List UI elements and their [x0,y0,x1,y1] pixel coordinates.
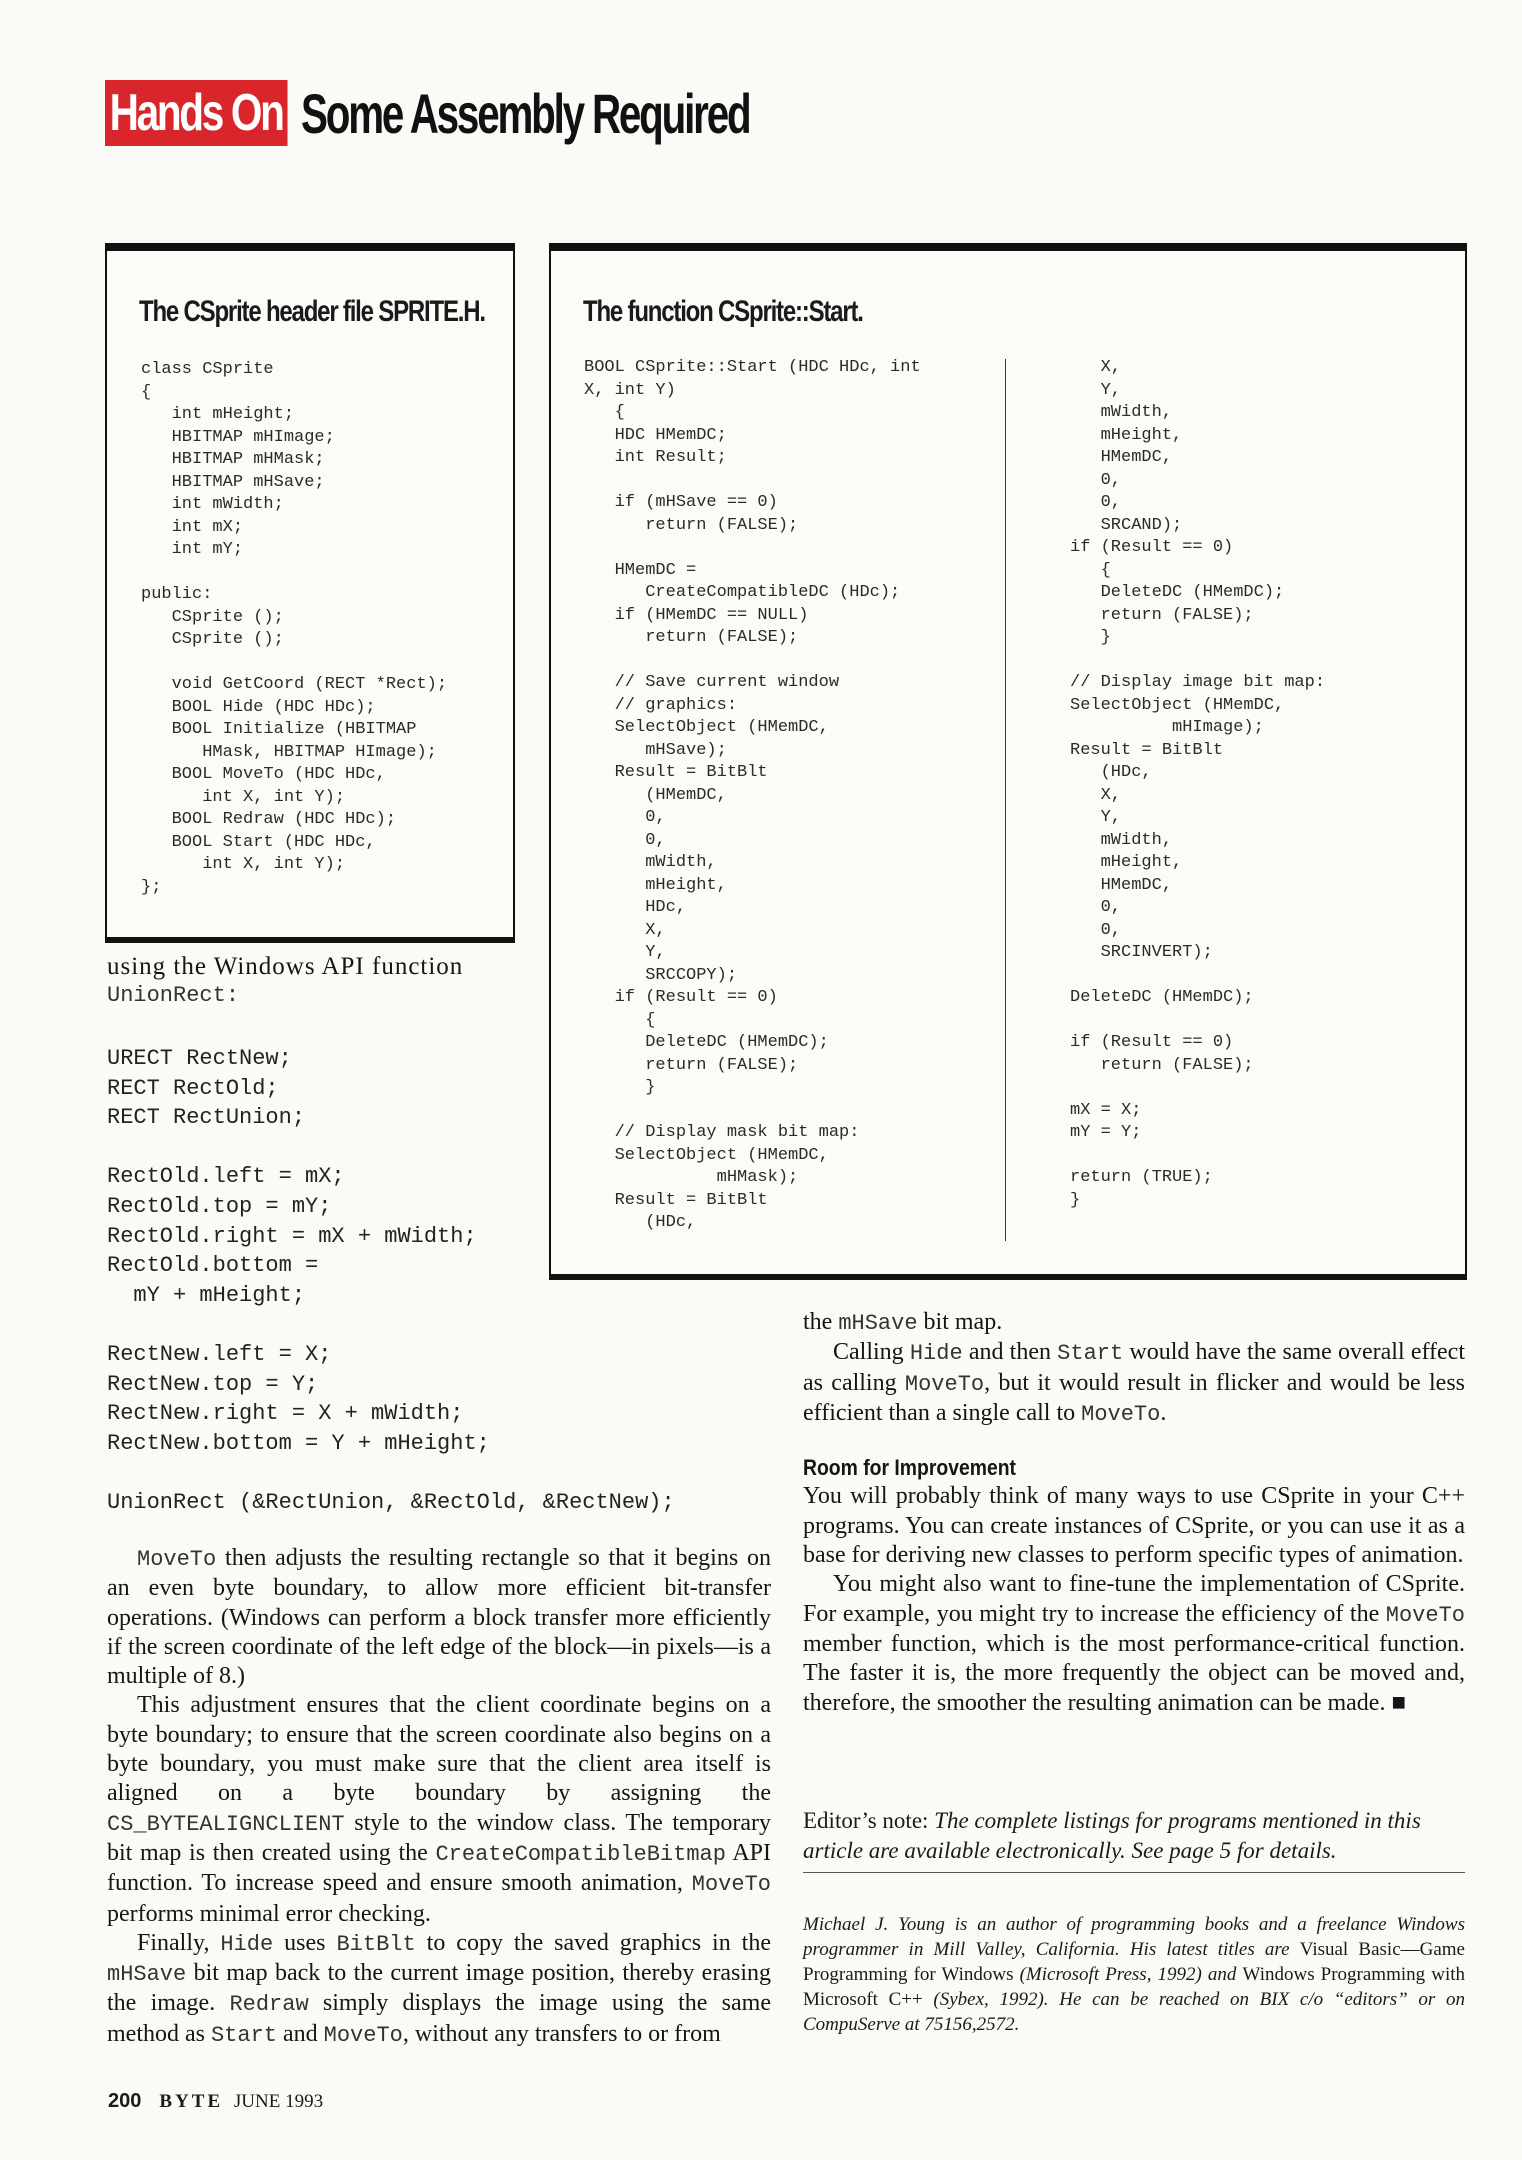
page-title: Some Assembly Required [300,81,750,145]
paragraph: You might also want to fine-tune the implementation of CSprite. For example, you might try to increase the efficiency of the MoveTo member function, which is the most performance-critical function. The faster it is, the more frequently the object can be moved and, therefore, the smoother the resulting animation can be made. ■ [803,1571,1465,1716]
column-2-text [803,1308,1465,1718]
sidebar-listing-start [549,243,1467,1280]
unionrect-code: URECT RectNew; RECT RectOld; RECT RectUnion; RectOld.left = mX; RectOld.top = mY; RectOld.right = mX + mWidth; RectOld.bottom = mY + mHeight; RectNew.left = X; RectNew.top = Y; RectNew.right = X + mWidth; RectNew.bottom = Y + mHeight; UnionRect (&RectUnion, &RectOld, &RectNew); [107,1046,675,1515]
page-footer [108,2090,323,2113]
paragraph: You will probably think of many ways to use CSprite in your C++ programs. You can create instances of CSprite, or you can use it as a base for deriving new classes to perform specific types of animation. [803,1483,1465,1569]
listing-code-left: BOOL CSprite::Start (HDC HDc, int X, int Y) { HDC HMemDC; int Result; if (mHSave == 0) return (FALSE); HMemDC = CreateCompatibleDC (HDc); if (HMemDC == NULL) return (FALSE); // Save current window // graphics: SelectObject (HMemDC, mHSave); Result = BitBlt (HMemDC, 0, 0, mWidth, mHeight, HDc, X, Y, SRCCOPY); if (Result == 0) { DeleteDC (HMemDC); return (FALSE); } // Display mask bit map: SelectObject (HMemDC, mHMask); Result = BitBlt (HDc, [584,358,921,1232]
listing-code: class CSprite { int mHeight; HBITMAP mHImage; HBITMAP mHMask; HBITMAP mHSave; int mWidth; int mX; int mY; public: CSprite (); CSprite (); void GetCoord (RECT *Rect); BOOL Hide (HDC HDc); BOOL Initialize (HBITMAP HMask, HBITMAP HImage); BOOL MoveTo (HDC HDc, int X, int Y); BOOL Redraw (HDC HDc); BOOL Start (HDC HDc, int X, int Y); }; [141,360,448,897]
subheading: Room for Improvement [803,1455,1016,1481]
intro-line: using the Windows API function [107,953,464,980]
magazine-name: BYTE [159,2091,224,2112]
paragraph: This adjustment ensures that the client coordinate begins on a byte boundary; to ensure that the screen coordinate also begins on a byte boundary, you must make sure that the client area itself is aligned on a byte boundary by assigning the CS_BYTEALIGNCLIENT style to the window class. The temporary bit map is then created using the CreateCompatibleBitmap API function. To increase speed and ensure smooth animation, MoveTo performs minimal error checking. [107,1692,771,1927]
paragraph: the mHSave bit map. [803,1309,1003,1336]
paragraph: Finally, Hide uses BitBlt to copy the saved graphics in the mHSave bit map back to the current image position, thereby erasing the image. Redraw simply displays the image using the same method as Start and MoveTo, without any transfers to or from [107,1929,771,2048]
divider [803,1872,1465,1873]
sidebar-listing-sprite-h [105,243,515,943]
editors-note: Editor’s note: The complete listings for programs mentioned in this article are available electronically. See page 5 for details. [803,1808,1421,1863]
listing-code-right: X, Y, mWidth, mHeight, HMemDC, 0, 0, SRCAND); if (Result == 0) { DeleteDC (HMemDC); return (FALSE); } // Display image bit map: SelectObject (HMemDC, mHImage); Result = BitBlt (HDc, X, Y, mWidth, mHeight, HMemDC, 0, 0, SRCINVERT); DeleteDC (HMemDC); if (Result == 0) return (FALSE); mX = X; mY = Y; return (TRUE); } [1070,358,1326,1210]
author-bio: Michael J. Young is an author of programming books and a freelance Windows programmer in Mill Valley, California. His latest titles are Visual Basic—Game Programming for Windows (Microsoft Press, 1992) and Windows Programming with Microsoft C++ (Sybex, 1992). He can be reached on BIX c/o “editors” or on CompuServe at 75156,2572. [803,1914,1466,2035]
issue-date: JUNE 1993 [233,2091,324,2112]
intro-func: UnionRect: [107,983,240,1008]
section-header [105,80,923,146]
listing-title: The function CSprite::Start. [583,295,863,328]
column-1-text [107,1544,771,2050]
column-rule [1005,359,1006,1241]
paragraph: MoveTo then adjusts the resulting rectangle so that it begins on an even byte boundary, to allow more efficient bit-transfer operations. (Windows can perform a block transfer more efficiently if the screen coordinate of the left edge of the block—in pixels—is a multiple of 8.) [107,1545,771,1690]
page-number: 200 [108,2090,142,2112]
listing-title: The CSprite header file SPRITE.H. [139,295,485,328]
paragraph: Calling Hide and then Start would have the same overall effect as calling MoveTo, but it would result in flicker and would be less efficient than a single call to MoveTo. [803,1339,1466,1427]
section-badge: Hands On [105,80,287,146]
